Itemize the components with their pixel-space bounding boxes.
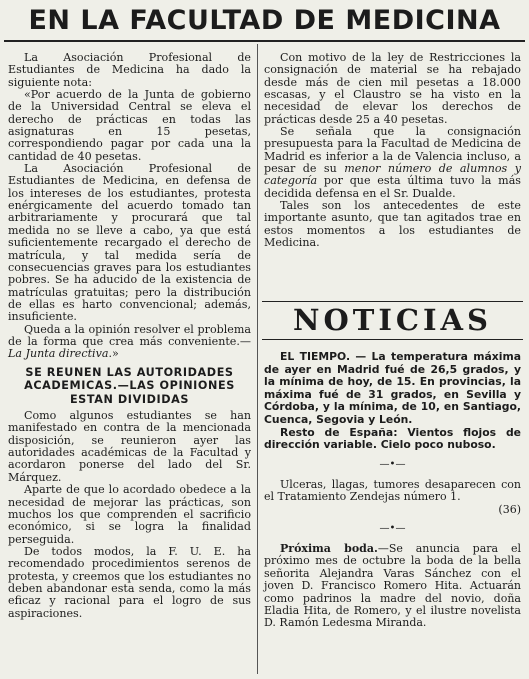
signature: La Junta directiva: [8, 347, 109, 361]
paragraph-meeting: Como algunos estudiantes se han manifestado en contra de la mencionada disposición, se reunieron ayer las autoridades académicas de la Facultad y acordaron ponerse del lado del Sr. Márquez.: [8, 409, 251, 484]
headline-rule: [4, 40, 525, 42]
headline: EN LA FACULTAD DE MEDICINA: [28, 5, 501, 36]
column-rule: [257, 44, 258, 674]
paragraph-protest: La Asociación Profesional de Estudiantes de Medicina, en defensa de los intereses de los estudiantes, protesta enérgicamente del acuerdo tomado tan arbitrariamente y procurará que tal medida no se lleve a cabo, ya que está suficientemente recargado el derecho de matrícula, y tal medida sería de consecuencias graves para los estudiantes pobres. Se ha aducido de la existencia de matrículas gratuitas; pero la distribución de ellas es harto convencional; además, insuficiente.: [8, 162, 251, 324]
budget-italic: menor número de alumnos y categoría: [264, 162, 521, 188]
advert-ref: (36): [498, 502, 521, 516]
notice-column: [264, 351, 521, 630]
weather-report: EL TIEMPO. — La temperatura máxima de ayer en Madrid fué de 26,5 grados, y la mínima de hoy, de 15. En provincias, la máxima fué de 31 grados, en Sevilla y Córdoba, y la mínima, de 10, en Santiago, Cuenca, Segovia y León.: [264, 350, 521, 426]
paragraph-opinion: [8, 324, 251, 361]
noticias-banner: NOTICIAS: [262, 301, 523, 340]
budget-text-end: por que esta última tuvo la más decidida defensa en el Sr. Dualde.: [264, 174, 521, 200]
paragraph-budget: [264, 126, 521, 200]
subheading: SE REUNEN LAS AUTORIDADES ACADEMICAS.—LAS OPINIONES ESTAN DIVIDIDAS: [24, 365, 235, 406]
right-column: [264, 52, 521, 250]
paragraph-fue: De todos modos, la F. U. E. ha recomendado procedimientos serenos de protesta, y creemos que los estudiantes no deben abandonar esta senda, como la más eficaz y racional para el logro de sus aspiraciones.: [8, 544, 251, 620]
paragraph-restrictions: Con motivo de la ley de Restricciones la consignación de material se ha rebajado desde más de cien mil pesetas a 18.000 escasas, y el Claustro se ha visto en la necesidad de elevar los derechos de prácticas desde 25 a 40 pesetas.: [264, 51, 521, 126]
budget-text: Se señala que la consignación presupuesta para la Facultad de Medicina de Madrid es inferior a la de Valencia incluso, a pesar de su: [264, 125, 521, 176]
paragraph-intro: La Asociación Profesional de Estudiantes de Medicina ha dado la siguiente nota:: [8, 51, 251, 89]
ornament-divider-2: —•—: [379, 522, 406, 534]
wedding-lead: Próxima boda.: [280, 541, 378, 555]
wedding-notice: [264, 543, 521, 630]
weather-rest: Resto de España: Vientos flojos de dirección variable. Cielo poco nuboso.: [264, 425, 521, 452]
paragraph-antecedents: Tales son los antecedentes de este importante asunto, que tan agitados trae en estos momentos a los estudiantes de Medicina.: [264, 199, 521, 250]
ornament-divider: —•—: [379, 458, 406, 470]
paragraph-quote: «Por acuerdo de la Junta de gobierno de la Universidad Central se eleva el derecho de prácticas en todas las asignaturas en 15 pesetas, correspondiendo pagar por cada una la cantidad de 40 pesetas.: [8, 88, 251, 163]
paragraph-practice: Aparte de que lo acordado obedece a la necesidad de mejorar las prácticas, son muchos los que comprenden el sacrificio económico, si se logra la finalidad perseguida.: [8, 483, 251, 546]
quote-close: .»: [108, 347, 119, 361]
advert: Ulceras, llagas, tumores desaparecen con el Tratamiento Zendejas número 1.: [264, 477, 521, 504]
opinion-text: Queda a la opinión resolver el problema de la forma que crea más conveniente.—: [8, 322, 251, 348]
left-column: [8, 52, 251, 620]
wedding-text: —Se anuncia para el próximo mes de octubre la boda de la bella señorita Alejandra Varas Sánchez con el joven D. Francisco Romero Hita. Actuarán como padrinos la madre del novio, doña Eladia Hita, de Romero, y el ilustre novelista D. Ramón Ledesma Miranda.: [264, 541, 521, 630]
